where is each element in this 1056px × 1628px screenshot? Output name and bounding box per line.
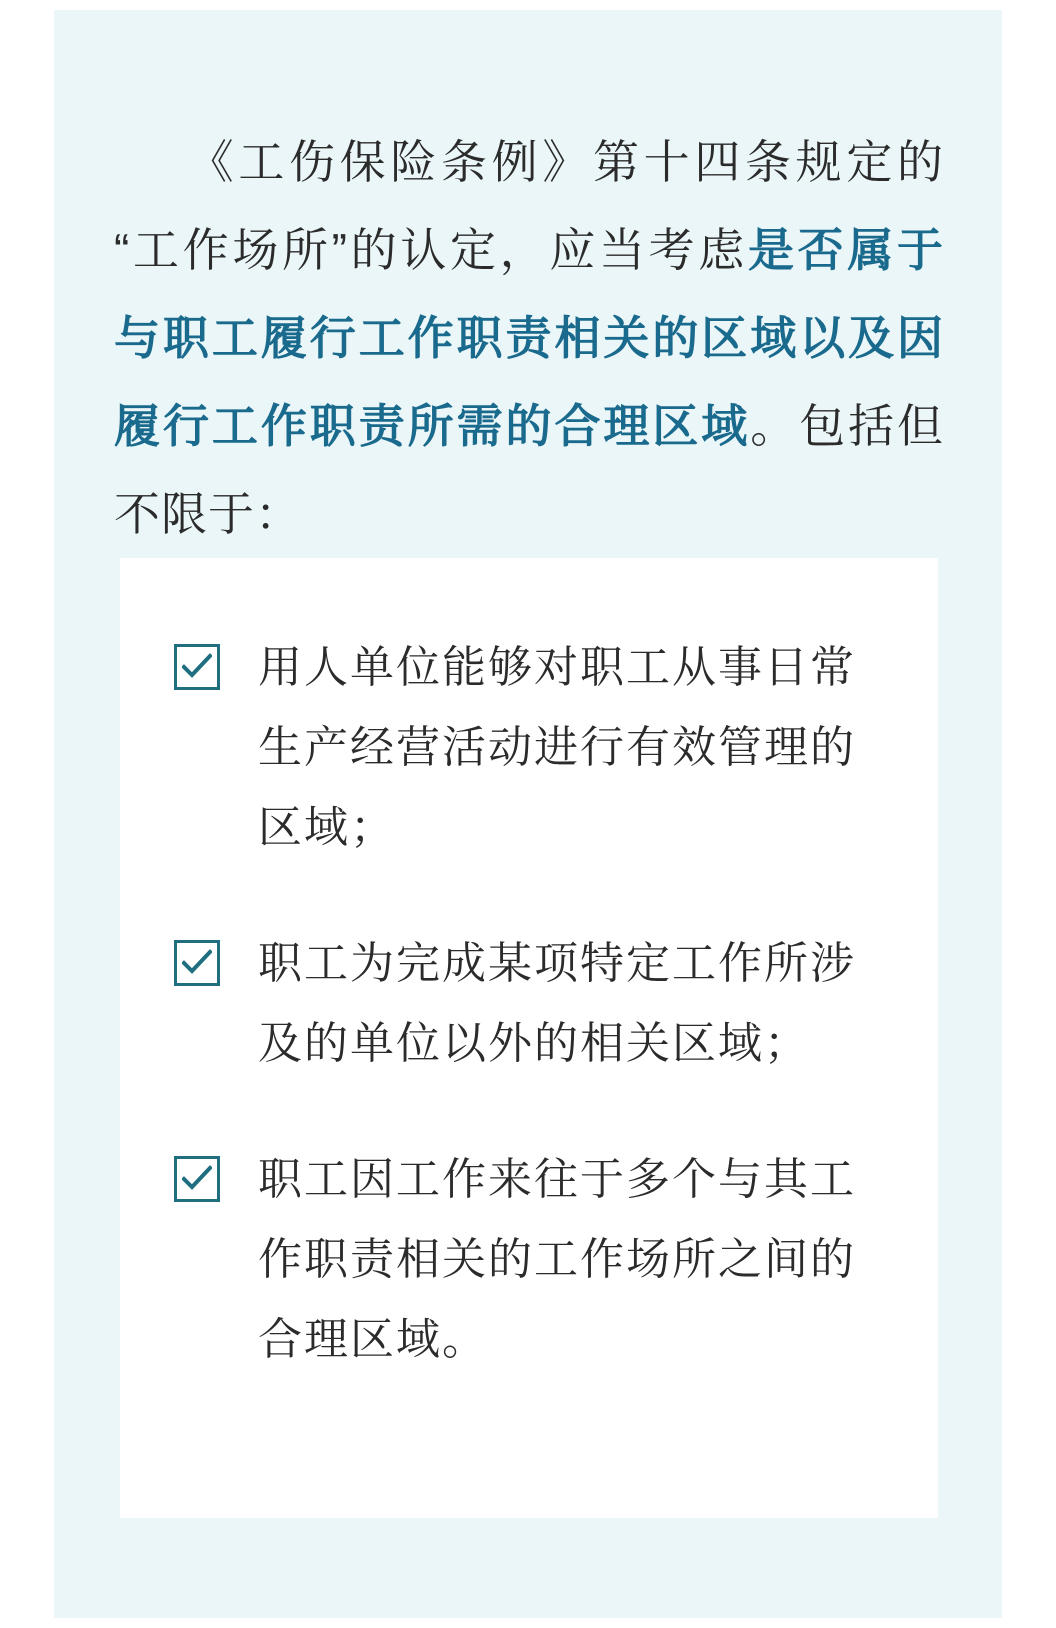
checkbox-checked-icon [174, 644, 220, 690]
lead-paragraph [114, 118, 944, 558]
list-item [174, 1140, 884, 1380]
condition-list [120, 558, 938, 1380]
list-item-label: 用人单位能够对职工从事日常生产经营活动进行有效管理的区域； [258, 643, 856, 852]
lead-highlight: 是否属于与职工履行工作职责相关的区域以及因履行工作职责所需的合理区域 [114, 224, 945, 452]
list-panel [120, 558, 938, 1518]
list-item-label: 职工为完成某项特定工作所涉及的单位以外的相关区域； [258, 939, 856, 1068]
checkbox-checked-icon [174, 1156, 220, 1202]
list-item [174, 924, 884, 1084]
lead-text-part2: 。包括但不限于： [114, 400, 944, 540]
list-item [174, 628, 884, 868]
lead-text-part1: 《工伤保险条例》第十四条规定的“工作场所”的认定，应当考虑 [114, 136, 944, 276]
checkbox-checked-icon [174, 940, 220, 986]
content-card [54, 10, 1002, 1618]
list-item-label: 职工因工作来往于多个与其工作职责相关的工作场所之间的合理区域。 [258, 1155, 856, 1364]
